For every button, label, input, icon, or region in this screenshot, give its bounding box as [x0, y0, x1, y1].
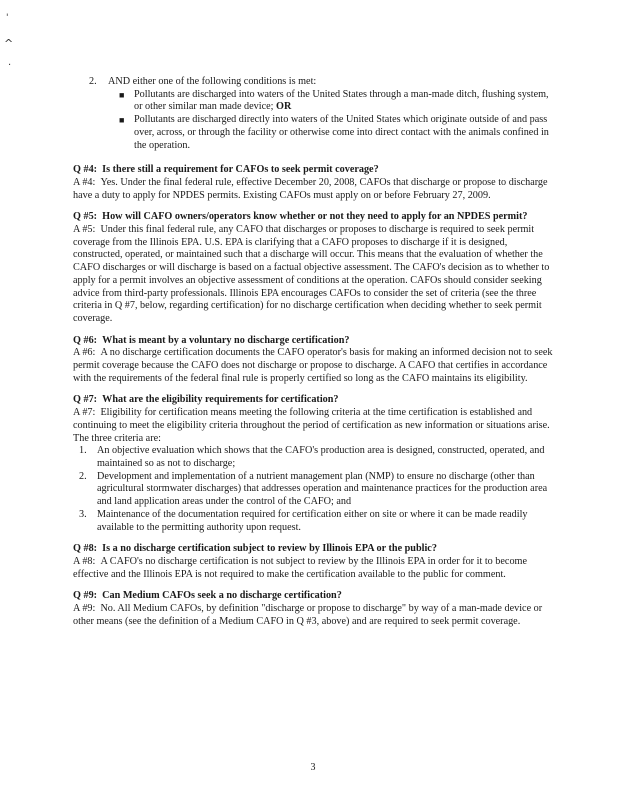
answer-label: A #4: [73, 176, 96, 188]
bullet-icon: ■ [119, 115, 125, 126]
criteria-number: 2. [79, 470, 87, 482]
question-label: Q #4: [73, 164, 98, 176]
list-item [73, 114, 555, 152]
question-text: What is meant by a voluntary no discharge certification? [102, 334, 350, 346]
question [73, 543, 555, 556]
qa-block [73, 543, 555, 581]
condition-number: 2. [89, 76, 97, 87]
qa-block [73, 335, 555, 386]
question-text: Is there still a requirement for CAFOs to seek permit coverage? [102, 164, 379, 176]
answer [73, 603, 555, 628]
page-body [73, 76, 555, 628]
answer-text: No. All Medium CAFOs, by definition "discharge or propose to discharge" by way of a man-made device or other means (see the definition of a Medium CAFO in Q #3, above) and are required to seek permit coverage. [73, 603, 543, 627]
question-text: What are the eligibility requirements for certification? [102, 394, 339, 406]
answer-label: A #8: [73, 555, 96, 567]
question [73, 164, 555, 177]
bullet-text: Pollutants are discharged directly into waters of the United States which originate outside of and pass over, across, or through the facility or otherwise come into direct contact with the animals confined in the operation. [134, 114, 549, 151]
question-text: How will CAFO owners/operators know whether or not they need to apply for an NPDES permit? [102, 211, 528, 223]
answer [73, 224, 555, 326]
answer [73, 556, 555, 581]
answer-label: A #5: [73, 224, 96, 236]
answer [73, 177, 555, 202]
criteria-number: 3. [79, 508, 87, 520]
question [73, 335, 555, 348]
question-label: Q #6: [73, 334, 98, 346]
list-item [73, 509, 555, 534]
qa-block [73, 590, 555, 628]
answer-text: Eligibility for certification means meeting the following criteria at the time certification is established and continuing to meet the eligibility criteria throughout the period of certification as new information or situations arise. The three criteria are: [73, 407, 550, 444]
scan-mark: · [8, 60, 12, 71]
bullet-icon: ■ [119, 89, 125, 100]
answer-label: A #7: [73, 407, 96, 419]
answer-text: Under this final federal rule, any CAFO that discharges or proposes to discharge is required to seek permit coverage from the Illinois EPA. U.S. EPA is clarifying that a CAFO proposes to discharge if it is designed, constructed, operated, or maintained such that a discharge will occur. This means that the evaluation of whether the CAFO discharges or will discharge is based on a factual objective assessment. The CAFO's decision as to whether to apply for a permit involves an objective assessment of conditions at the operation. CAFOs should consider seeking advice from third-party professionals. Illinois EPA encourages CAFOs to consider the set of criteria (see the three criteria in Q #7, below, regarding certification) for no discharge certification when deciding whether to seek permit coverage. [73, 224, 550, 324]
answer-text: A CAFO's no discharge certification is not subject to review by the Illinois EPA in order for it to become effective and the Illinois EPA is not required to make the certification available to the public for comment. [73, 555, 527, 580]
answer-text: Yes. Under the final federal rule, effective December 20, 2008, CAFOs that discharge or propose to discharge have a duty to apply for NPDES permits. Existing CAFOs must apply on or before February 27, 2009. [73, 176, 548, 201]
criteria-text: An objective evaluation which shows that the CAFO's production area is designed, constructed, operated, and maintained so as not to discharge; [97, 445, 545, 469]
bullet-emphasis: OR [276, 101, 292, 113]
bullet-text: Pollutants are discharged into waters of the United States through a man-made ditch, flushing system, or other similar man made device; [134, 88, 549, 113]
scan-mark: ^ [4, 37, 14, 50]
condition-bullets [73, 89, 555, 153]
criteria-number: 1. [79, 445, 87, 457]
question-text: Can Medium CAFOs seek a no discharge certification? [102, 590, 342, 602]
criteria-text: Development and implementation of a nutrient management plan (NMP) to ensure no discharge (other than agricultural stormwater discharges) that addresses operation and maintenance practices for the production area and land application areas under the control of the CAFO; and [97, 470, 548, 508]
question-label: Q #8: [73, 543, 98, 555]
criteria-text: Maintenance of the documentation required for certification either on site or where it can be made readily available to the permitting authority upon request. [97, 508, 528, 533]
qa-block [73, 211, 555, 325]
answer-text: A no discharge certification documents the CAFO operator's basis for making an informed decision not to seek permit coverage because the CAFO does not discharge or propose to discharge. A CAFO that certifies in accordance with the requirements of the federal final rule is properly certified so long as the CAFO maintains its eligibility. [73, 347, 553, 384]
question-label: Q #5: [73, 211, 98, 223]
question-text: Is a no discharge certification subject to review by Illinois EPA or the public? [102, 543, 437, 555]
condition-intro: AND either one of the following conditions is met: [108, 76, 317, 87]
question [73, 211, 555, 224]
answer [73, 347, 555, 385]
question-label: Q #9: [73, 590, 98, 602]
answer-label: A #6: [73, 347, 96, 359]
condition-item [73, 76, 555, 89]
qa-block [73, 394, 555, 534]
list-item [73, 445, 555, 470]
question [73, 394, 555, 407]
scan-mark: ' [6, 13, 9, 23]
answer [73, 407, 555, 445]
criteria-list [73, 445, 555, 534]
question [73, 590, 555, 603]
list-item [73, 471, 555, 509]
qa-block [73, 164, 555, 202]
answer-label: A #9: [73, 603, 96, 615]
page-number: 3 [310, 762, 316, 773]
question-label: Q #7: [73, 394, 98, 406]
list-item [73, 89, 555, 114]
